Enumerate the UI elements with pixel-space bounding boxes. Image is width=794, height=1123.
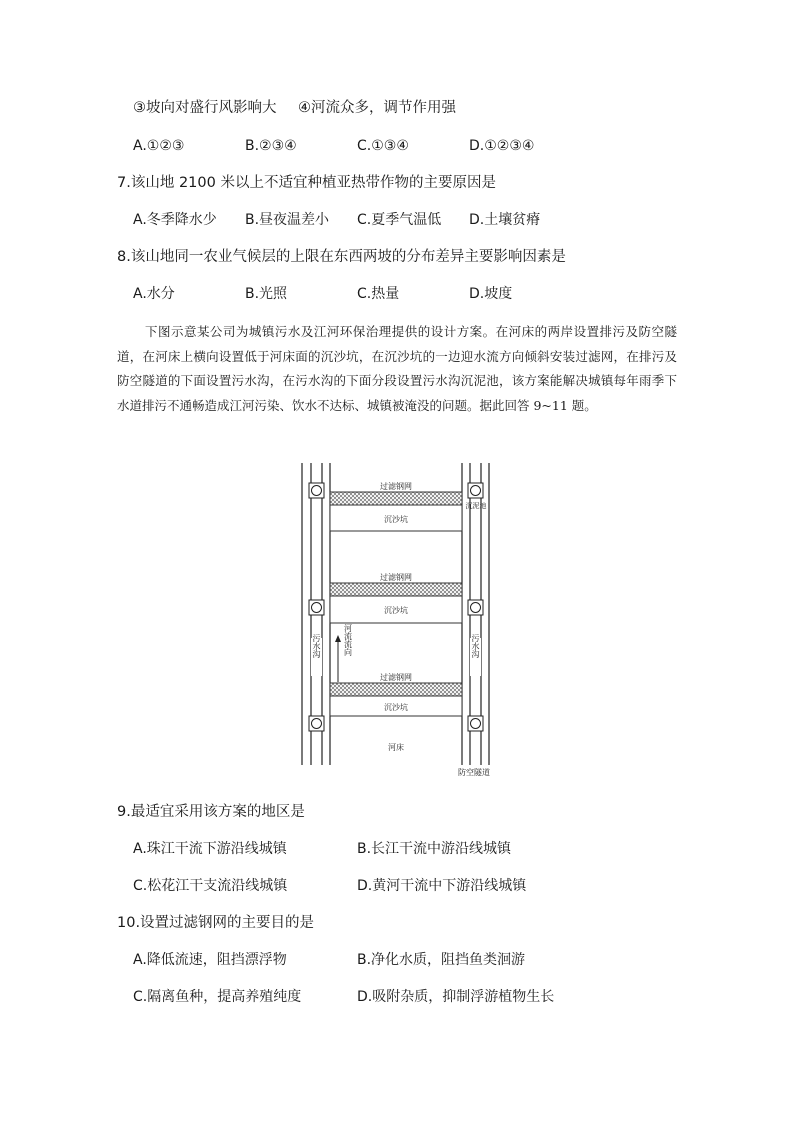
q10-choice-d[interactable]: D.吸附杂质，抑制浮游植物生长 xyxy=(357,989,555,1005)
sand-pit-label-3: 沉沙坑 xyxy=(384,703,408,712)
sewage-ditch-label-left: 污水沟 xyxy=(312,634,321,658)
sewage-ditch-label-right: 污水沟 xyxy=(471,634,480,658)
q8-choice-c[interactable]: C.热量 xyxy=(357,286,400,302)
sand-pit-label-2: 沉沙坑 xyxy=(384,606,408,615)
option-item-3: ③坡向对盛行风影响大 xyxy=(133,100,277,116)
q7-choice-c[interactable]: C.夏季气温低 xyxy=(357,212,442,228)
q6-choice-d[interactable]: D.①②③④ xyxy=(469,138,535,154)
manhole-left-2 xyxy=(309,600,324,615)
manhole-left-1 xyxy=(309,483,324,498)
sand-pit-label-1: 沉沙坑 xyxy=(384,515,408,524)
sediment-pool-label: 沉泥池 xyxy=(465,502,487,510)
q8-stem: 8.该山地同一农业气候层的上限在东西两坡的分布差异主要影响因素是 xyxy=(117,249,566,265)
q9-choice-b[interactable]: B.长江干流中游沿线城镇 xyxy=(357,841,512,857)
filter-net-2 xyxy=(330,583,462,596)
option-item-4: ④河流众多，调节作用强 xyxy=(298,100,456,116)
riverbed-label: 河床 xyxy=(388,743,404,752)
passage xyxy=(117,320,677,418)
sewage-scheme-diagram xyxy=(297,460,497,790)
manhole-right-1 xyxy=(468,483,483,498)
manhole-right-3 xyxy=(468,716,483,731)
q7-choice-d[interactable]: D.土壤贫瘠 xyxy=(469,212,541,228)
q7-choice-b[interactable]: B.昼夜温差小 xyxy=(245,212,330,228)
flow-direction-label: 河流流向 xyxy=(343,624,353,656)
q9-stem: 9.最适宜采用该方案的地区是 xyxy=(117,804,305,820)
flow-arrow-head xyxy=(335,635,341,642)
filter-net-label-2: 过滤钢网 xyxy=(380,573,412,582)
q7-choice-a[interactable]: A.冬季降水少 xyxy=(133,212,217,228)
filter-net-label-1: 过滤钢网 xyxy=(380,482,412,491)
q10-choice-a[interactable]: A.降低流速，阻挡漂浮物 xyxy=(133,952,287,968)
q7-stem: 7.该山地 2100 米以上不适宜种植亚热带作物的主要原因是 xyxy=(117,175,496,191)
filter-net-label-3: 过滤钢网 xyxy=(380,673,412,682)
passage-text: 下图示意某公司为城镇污水及江河环保治理提供的设计方案。在河床的两岸设置排污及防空隧道，在河床上横向设置低于河床面的沉沙坑，在沉沙坑的一边迎水流方向倾斜安装过滤网，在排污及防空隧道的下面设置污水沟，在污水沟的下面分段设置污水沟沉泥池，该方案能解决城镇每年雨季下水道排污不通畅造成江河污染、饮水不达标、城镇被淹没的问题。据此回答 9~11 题。 xyxy=(117,324,677,413)
q8-choice-b[interactable]: B.光照 xyxy=(245,286,288,302)
q9-choice-d[interactable]: D.黄河干流中下游沿线城镇 xyxy=(357,878,527,894)
manhole-right-2 xyxy=(468,600,483,615)
filter-net-1 xyxy=(330,492,462,505)
manhole-left-3 xyxy=(309,716,324,731)
q6-choice-a[interactable]: A.①②③ xyxy=(133,138,185,154)
q9-choice-a[interactable]: A.珠江干流下游沿线城镇 xyxy=(133,841,287,857)
q10-choice-b[interactable]: B.净化水质，阻挡鱼类洄游 xyxy=(357,952,526,968)
q10-choice-c[interactable]: C.隔离鱼种，提高养殖纯度 xyxy=(133,989,302,1005)
filter-net-3 xyxy=(330,683,462,696)
q8-choice-a[interactable]: A.水分 xyxy=(133,286,175,302)
q8-choice-d[interactable]: D.坡度 xyxy=(469,286,513,302)
q9-choice-c[interactable]: C.松花江干支流沿线城镇 xyxy=(133,878,288,894)
q6-choice-b[interactable]: B.②③④ xyxy=(245,138,297,154)
q10-stem: 10.设置过滤钢网的主要目的是 xyxy=(117,915,315,931)
q6-choice-c[interactable]: C.①③④ xyxy=(357,138,409,154)
air-tunnel-label: 防空隧道 xyxy=(458,768,490,777)
